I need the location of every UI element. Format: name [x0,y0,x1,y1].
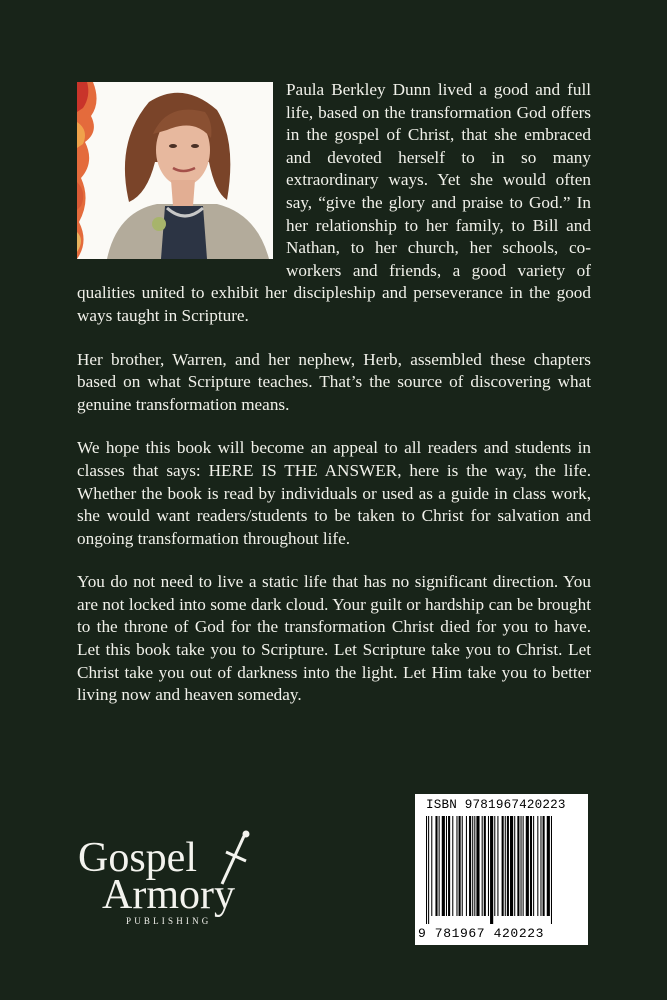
barcode-bar [537,816,538,916]
barcode-bar [521,816,522,916]
barcode-bar [462,816,463,916]
barcode-bar [439,816,440,916]
barcode-bar [502,816,504,916]
barcode-bar [476,816,479,916]
barcode-bar [474,816,475,916]
barcode-bar [526,816,529,916]
barcode-bar [428,816,429,924]
isbn-digits: 9 781967 420223 [418,926,545,941]
barcode-bar [551,816,552,924]
publisher-logo [76,828,266,928]
barcode-bar [533,816,534,916]
barcode-bar [442,816,445,916]
barcode-bar [466,816,467,916]
back-cover-text [77,79,591,728]
paragraph-2: Her brother, Warren, and her nephew, Herb, assembled these chapters based on what Scripture teaches. That’s the source of discovering what genuine transformation means. [77,349,591,414]
sword-icon [222,831,250,885]
barcode-bar [507,816,509,916]
barcode-bar [494,816,495,916]
paragraph-3: We hope this book will become an appeal to all readers and students in classes that says: HERE IS THE ANSWER, here is the way, the life. Whether the book is read by individuals or used as a guide in class work, she would want readers/students to be taken to Christ for salvation and ongoing transformation throughout life. [77,438,591,548]
barcode-bar [482,816,483,916]
barcode-bar [497,816,498,916]
barcode-bar [452,816,453,916]
barcode-bar [426,816,427,924]
paragraph-1: Paula Berkley Dunn lived a good and full life, based on the transformation God offers in the gospel of Christ, that she embraced and devoted herself to in so many extraordinary ways. Yet she would often say, “give the glory and praise to God.” In her relationship to her family, to Bill and Nathan, to her church, her schools, co-workers and friends, a good variety of qualities united to exhibit her discipleship and perseverance in the good ways taught in Scripture. [77,80,591,325]
barcode-bar [484,816,486,916]
barcode-bar [490,816,493,924]
barcode-bar [459,816,461,916]
barcode-bar [469,816,471,916]
barcode-bar [514,816,515,916]
barcode-bar [448,816,450,916]
barcode-bar [530,816,532,916]
photo-spacer [77,79,286,279]
paragraph-4: You do not need to live a static life that has no significant direction. You are not locked into some dark cloud. Your guilt or hardship can be brought to the throne of God for the transformation Christ died for you to have. Let this book take you to Scripture. Let Scripture take you to Christ. Let Christ take you out of darkness into the light. Let Him take you to better living now and heaven someday. [77,572,591,705]
barcode-bar [517,816,519,916]
isbn-barcode [415,794,588,945]
publisher-line2: Armory [102,872,235,918]
barcode-bar [435,816,437,916]
publisher-line3: PUBLISHING [126,916,212,926]
barcode-bar [510,816,513,916]
barcode-bar [472,816,473,916]
publisher-line1: Gospel [78,835,197,881]
barcode-bar [488,816,489,916]
barcode-bar [543,816,545,916]
barcode-bar [540,816,541,916]
isbn-label: ISBN 9781967420223 [426,798,566,812]
barcode-bar [456,816,457,916]
barcode-bar [431,816,432,916]
barcode-bar [523,816,524,916]
barcode-bar [505,816,506,916]
barcode-bar [547,816,550,916]
barcode-bar [446,816,447,916]
barcode-bars [426,816,578,924]
